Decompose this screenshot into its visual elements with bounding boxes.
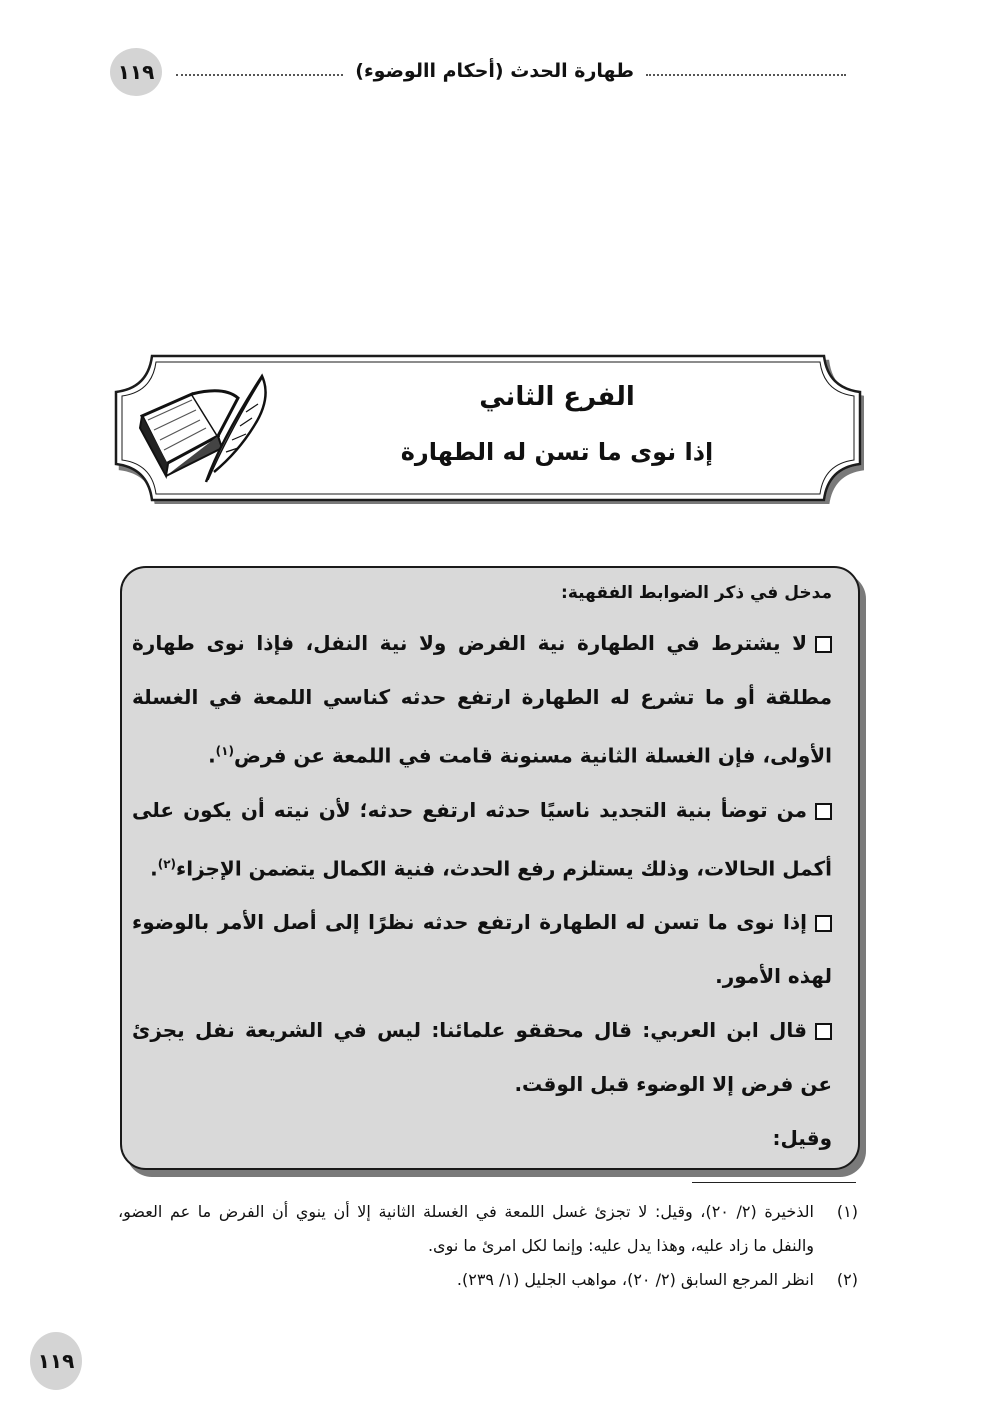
footnote-text: الذخيرة (٢/ ٢٠)، وقيل: لا تجزئ غسل اللمعة في الغسلة الثانية إلا أن ينوي أن الفرض ما عم العضو، والنفل ما زاد عليه، وهذا يدل عليه: وإنما لكل امرئ ما نوى. xyxy=(118,1202,814,1255)
rule-text: لا يشترط في الطهارة نية الفرض ولا نية النفل، فإذا نوى طهارة مطلقة أو ما تشرع له الطهارة ارتفع حدثه كناسي اللمعة في الغسلة الأولى، فإن الغسلة الثانية مسنونة قامت في اللمعة عن فرض xyxy=(132,631,832,768)
rule-text: إذا نوى ما تسن له الطهارة ارتفع حدثه نظرًا إلى أصل الأمر بالوضوء لهذه الأمور. xyxy=(132,910,832,989)
footnote-text: انظر المرجع السابق (٢/ ٢٠)، مواهب الجليل (١/ ٢٣٩). xyxy=(456,1270,814,1289)
page-number-top: ١١٩ xyxy=(110,48,162,96)
rule-end: . xyxy=(150,856,158,881)
chapter-banner xyxy=(112,352,864,504)
footnote-marker[interactable]: (١) xyxy=(215,744,234,758)
rule-item xyxy=(132,616,832,783)
rule-item xyxy=(132,895,832,1003)
footnote-marker[interactable]: (٢) xyxy=(157,856,176,871)
rule-item xyxy=(132,1003,832,1111)
footnote xyxy=(118,1195,858,1263)
running-title: طهارة الحدث (أحكام االوضوء) xyxy=(355,60,634,82)
footnotes xyxy=(118,1195,858,1297)
header-leader-right xyxy=(646,74,846,76)
footnote xyxy=(118,1263,858,1297)
rule-end: . xyxy=(208,743,216,768)
checkbox-bullet-icon xyxy=(815,803,832,820)
checkbox-bullet-icon xyxy=(815,636,832,653)
book-quill-icon xyxy=(134,368,274,486)
checkbox-bullet-icon xyxy=(815,1023,832,1040)
rules-heading: مدخل في ذكر الضوابط الفقهية: xyxy=(561,583,832,603)
rule-text: قال ابن العربي: قال محققو علمائنا: ليس في الشريعة نفل يجزئ عن فرض إلا الوضوء قبل الوقت. xyxy=(132,1018,832,1097)
header-leader-left xyxy=(176,74,343,76)
rule-text: من توضأ بنية التجديد ناسيًا حدثه ارتفع حدثه؛ لأن نيته أن يكون على أكمل الحالات، وذلك يستلزم رفع الحدث، فنية الكمال يتضمن الإجزاء xyxy=(132,797,832,881)
checkbox-bullet-icon xyxy=(815,915,832,932)
rule-trailing: وقيل: xyxy=(772,1126,832,1151)
rules-box xyxy=(120,566,860,1170)
footnote-number: (٢) xyxy=(836,1270,858,1289)
running-header xyxy=(176,56,846,86)
rules-content xyxy=(132,576,832,1165)
footnote-number: (١) xyxy=(836,1202,858,1221)
footnote-separator xyxy=(692,1182,856,1183)
page-number-bottom: ١١٩ xyxy=(30,1332,82,1390)
chapter-subtitle: إذا نوى ما تسن له الطهارة xyxy=(400,438,714,466)
rule-item xyxy=(132,783,832,896)
chapter-title: الفرع الثاني xyxy=(479,382,635,412)
